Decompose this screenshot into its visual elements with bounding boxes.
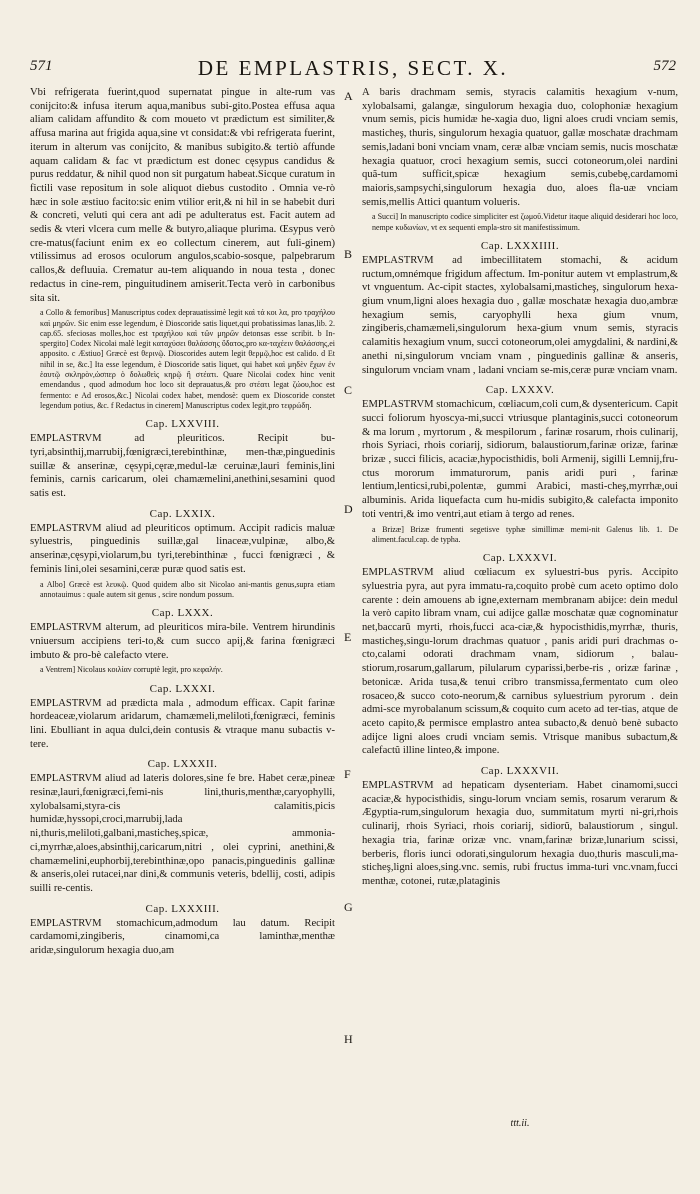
chapter-heading: Cap. LXXXVI.: [482, 552, 558, 565]
chapter-heading: Cap. LXXXIII.: [145, 902, 220, 915]
right-column: [362, 86, 678, 892]
body-paragraph: EMPLASTRVM stomachicum,admodum lau datum. Recipit cardamomi,zingiberis, cinamomi,ca laminthæ,menthæ aridæ,singulorum hexagia duo,am: [30, 917, 335, 957]
margin-letter-d: D: [344, 502, 353, 516]
left-column: [30, 86, 335, 961]
body-paragraph: Vbi refrigerata fuerint,quod supernatat pingue in alte-rum vas conijcito:& infusa iterum aqua,manibus subi-gito.Postea effusa aqua aliam calidam affundito & com moueto vt prædictum est similiter,& affusa marina aut frigida aqua,sine vt considat:& vbi refrigerata fuerint, iterum in alterum vas conijcito, & manibus subigito.& tertiò affunde aquam calidam & fac vt prædictum est donec cęsypus candidus & purus reddatur, & nihil quod non sit purgatum habeat.Sicque curatum in fictili vase repositum in sole aliquot diebus custodito . Omnia ve-rò hæc in sole æstiuo facito:sic enim vtilior erit,& ni hil in se habebit duri & concreti, veluti qui cera ant adi pe adulteratus est. Facit autem ad sedis & vteri vlcera cum melle & butyro,aliaque plurima. Œsypus verò cre-matus(faciunt enim ex eo collectum cinerem, aut fuli-ginem) vtilissimus ad erosos oculorum angulos,scabio-sosque, palpebrarum callos,& defluuia. Crematur au-tem aliquando in noua testa , donec redactus in cine-rem, pinguitudinem amiserit.Tecta verò in carbonibus sita sit.: [30, 87, 335, 304]
chapter-heading: Cap. LXXX.: [151, 607, 214, 620]
chapter-heading: Cap. LXXXVII.: [480, 765, 560, 778]
footnote: a Brizæ] Brizæ frumenti segetisve typhæ simillimæ memi-nit Galenus lib. 1. De aliment.facul.cap. de typha.: [372, 524, 678, 544]
running-title: DE EMPLASTRIS, SECT. X.: [197, 56, 509, 80]
margin-letter-f: F: [344, 767, 351, 781]
footnote: a Ventrem] Nicolaus κοιλίαν corruptè legit, pro κεφαλήν.: [40, 665, 223, 675]
page-number-left: 571: [30, 58, 53, 74]
body-paragraph: EMPLASTRVM aliud ad lateris dolores,sine fe bre. Habet ceræ,pineæ resinæ,lauri,fœnigræci,femi-nis lini,thuris,menthæ,caryophylli, xylobalsami,styra-cis calamitis,picis humidæ,hyssopi,croci,marrubij,lada ni,thuris,meliloti,galbani,masticheş,spicæ, ammonia-ci,myrrhæ,aloes,absinthij,caricarum,nitri , olei cyprini, anethini,& chamæmelini,euphorbij,terebinthinæ,opo panacis,pinguedinis gallinæ & anseris,olei rutacei,nar dini,& communis veteris, bdellij, costi, adipis suilli re-centis.: [30, 773, 335, 894]
body-paragraph: EMPLASTRVM ad prædicta mala , admodum efficax. Capit farinæ hordeaceæ,violarum aridarum, chamæmeli,meliloti,fœnigræci, feminis lini. Ebulliant in aqua dulci,dein contusis & vtraque manu subactis v-tere.: [30, 697, 335, 750]
margin-letter-a: A: [344, 89, 353, 103]
chapter-heading: Cap. LXXXIIII.: [480, 239, 560, 252]
body-paragraph: A baris drachmam semis, styracis calamitis hexagium v-num, xylobalsami, galangæ, singulorum hexagia duo, colophoniæ hexagium vnum semis, picis humidæ he-xagia duo, ligni aloes crudi vnciam semis, masticheş, thuris, singulorum hexagia quatuor, gallæ moschatæ drachmam semis,ladani boni vnciam vnam, ceræ albæ vnciam semis, nucis moschatæ hexagia quatuor, croci hexagium semis, succi cotoneorum,olei nardini quã-tum sufficit,spicæ hexagium semis,cubebę,cardamomi maioris,sampsychi,singulorum hexagia duo, aloes fla-uæ vnciam semis,mellis Attici quantum volueris.: [362, 87, 678, 208]
body-paragraph: EMPLASTRVM stomachicum, cœliacum,coli cum,& dysentericum. Capit succi foliorum hyoscya-mi,succi vtriusque plantaginis,succi cotoneorum & ma lorum , myrtorum , & mespilorum , farinæ rosarum, rhois culinarij, rhois Syriaci, rhois coriarij, sidiorum, balaustiorum,farinæ orizæ, farinæ brizæ , succi filicis, acaciæ,hypocisthidis, boli Armenij, sigilli Lemnij,fru-ctus mororum immaturorum, panis aridi puri , farinæ lentium,lenticsi,rubi,polentæ, gummi Arabici, masti-cheş,myrrhæ,oui albuminis. Arida liquefacta cum hu-midis subigito,& calefacta imponito toti ventri,& imo ventri,aut etiam à tergo ad renes.: [362, 399, 678, 520]
margin-letter-b: B: [344, 247, 353, 261]
body-paragraph: EMPLASTRVM alterum, ad pleuriticos mira-bile. Ventrem hirundinis vniuersum accipiens teri-to,& cum succo apij,& farina fœnigræci imbuto & pro-bè calefacto vtere.: [30, 622, 335, 661]
chapter-heading: Cap. LXXXI.: [149, 682, 216, 695]
footnote: a Albo] Græcè est λευκῷ. Quod quidem albo sit Nicolao ani-mantis genus,supra etiam annotauimus : quale autem sit genus , scire nondum possum.: [40, 579, 335, 599]
body-paragraph: EMPLASTRVM ad hepaticam dysenteriam. Habet cinamomi,succi acaciæ,& hypocisthidis, singu-lorum vnciam semis, rosarum verarum & Ægyptia-rum,singulorum hexagia duo, summitatum myrti ni-gri,rhois culinarij, rhois Syriaci, rhois coriarij, sidiorũ, balaustiorum , singul. hexagia tria, farinæ orizæ vnc. vnam,farinæ brizæ,lunarium scissi, berberis, floris iunci odorati,singulorum hexagia duo,thuris masculi,ma-sticheş,ligni aloes,sing.vnc. semis, rubi fructus imma-turi vnc.vnam,fucci menthæ, cotonei, rutæ,plataginis: [362, 780, 678, 887]
signature-mark: ttt.ii.: [510, 1118, 530, 1129]
chapter-heading: Cap. LXXIX.: [149, 507, 216, 520]
running-header: [30, 56, 676, 82]
chapter-heading: Cap. LXXXV.: [485, 384, 555, 397]
body-paragraph: EMPLASTRVM aliud cœliacum ex syluestri-bus pyris. Accipito syluestria pyra, aut pyra immatu-ra,coquito probè cum aceto optimo dolo carente : dein amouens ab igne,externam membranam abijce: dein medul la verò capito libram vnam, cui adijce gallæ moschatæ quæ cognominatur net,baccarũ myrti, rhois,fucci aca-ciæ,& hypocisthidis,myrrhæ, thuris, masticheş,singu-lorum drachmas quatuor , panis aridi puri drachmas o-cto,calami odorati drachmam vnam, sidiorum , balau-stiorum,rosarum,gallarum, pilularum cyparissi,berbe-ris , orizæ farinæ , betonicæ. Arida tusa,& tenui cribro transmissa,fermentato cum oleo rosaceo,& succo coto-neorum,& carnibus syluestrium pyrorum . dein admi-sce myrobalanum scissum,& coquito cum aceto ad ter-tias, atque de aceto capito,& permisce emplastro antea subacto,& denuò benè subacto adijce ligni aloes crudi vnciam semis. Vtrisque manibus subactum,& calefactũ illine linteo,& impone.: [362, 567, 678, 757]
chapter-heading: Cap. LXXXII.: [147, 758, 218, 771]
chapter-heading: Cap. LXXVIII.: [145, 418, 220, 431]
footnote: a Collo & femoribus] Manuscriptus codex deprauatissimè legit καὶ τά κοι λα, pro τραχήλου καὶ μηρῶν. Sic enim esse legendum, è Dioscoride satis liquet,qui probatissimas lanas,lib. 2. cap.65. sfeciosas molles,hoc est τραχήλου καὶ τῶν μηρῶν detonsas esse scribit. b In-spergito] Codex Nicolai malè legit καταχύσει θαλάσσης ὕδατος,pro κα-ταχέειν θαλάσσης,ei apposito. c Æstiuo] Græcè est θερινῷ. Dioscorides autem legit θερμῷ,hoc est calido. d Et nihil in se, &c.] Ita esse legendum, è Dioscoride satis liquet, qui habet καὶ μηδὲν ἔχων ἐν ἑαυτῷ σκληρὸν,ὡσπερ ὁ δολωθεὶς κηρῷ ἢ στέατι. Quare Nicolai codex hinc venit emendandus , quod admodum hoc loco sit deprauatus,& pro στέατι legat ζώου,hoc est fermento: e Ad erosos,&c.] Nicolai codex habet, mendosè: quem ex Dioscoride constet legendum potius, &c. f Redactus in cinerem] Manuscriptus codex legit,pro τεφρώδη.: [40, 308, 335, 410]
margin-letter-g: G: [344, 900, 353, 914]
page-number-right: 572: [653, 58, 676, 74]
body-paragraph: EMPLASTRVM ad imbecillitatem stomachi, & acidum ructum,omnémque frigidum affectum. Im-ponitur autem vt emplastrum,& vt vnguentum. Ac-cipit stactes, xylobalsami,masticheş, singulorum hexa-gium vnum,ligni aloes hexagia duo , gallæ moschatæ hexagia duo,ambræ hexagium semis, caryophylli hexa gium vnum, zingiberis,chamæmeli,singulorum hexa-gium vnum semis, styracis calamitis hexagium vnum, succi cotoneorum,olei amygdalini, & nardini,& anethi ni,singulorum vnciam vnam , pinguedinis gallinæ & anseris, singulorum vnciam vnam , ladani vnciam se-mis,ceræ puræ vnciam vnam.: [362, 254, 678, 376]
margin-letter-c: C: [344, 383, 353, 397]
margin-letter-e: E: [344, 630, 352, 644]
body-paragraph: EMPLASTRVM ad pleuriticos. Recipit bu-tyri,absinthij,marrubij,fœnigræci,terebinthinæ, men-thæ,pinguedinis suillæ & anserinæ, cęsypi,cęræ,medul-læ ceruinæ,lauri feminis,lini feminis, carnis caricarum, olei chamæmelini,anethini,sesamini quod satis est.: [30, 433, 335, 500]
body-paragraph: EMPLASTRVM aliud ad pleuriticos optimum. Accipit radicis maluæ syluestris, pinguedinis suillæ,gal linaceæ,vulpinæ, albo,& anserinæ,cęsypi,violarum,bu tyri,terebinthinæ , fucci fœnigræci , & feminis lini,olei sesamini,ceræ puræ quod satis est.: [30, 522, 335, 575]
margin-letter-h: H: [344, 1032, 353, 1046]
footnote: a Succi] In manuscripto codice simpliciter est ζωμοῦ.Videtur itaque aliquid desiderari hoc loco, nempe κυδωνίων, vt ex sequenti empla-stro sit manifestissimum.: [372, 212, 678, 232]
